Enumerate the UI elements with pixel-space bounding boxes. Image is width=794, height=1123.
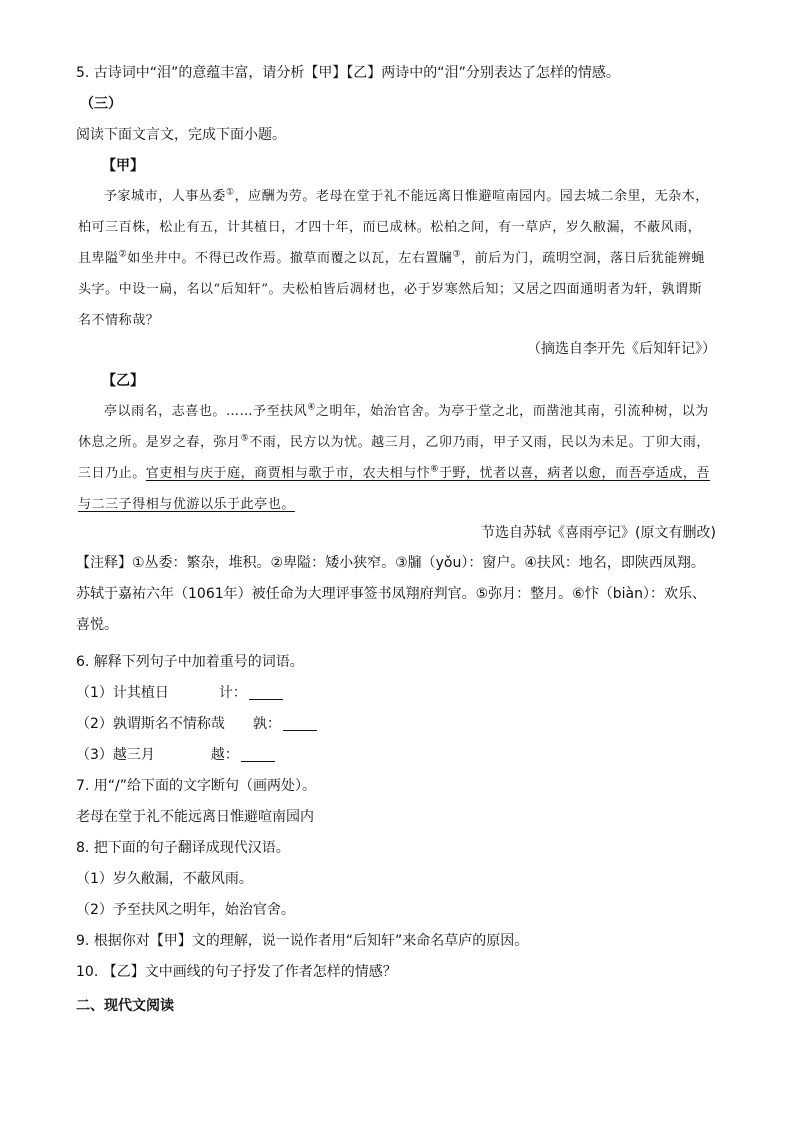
q6-item-2 <box>76 714 716 734</box>
passage-yi-label: 【乙】 <box>102 373 144 389</box>
q6-sentence: （1）计其植日 <box>76 685 169 701</box>
annotations-label: 【注释】 <box>76 555 132 571</box>
note-marker: ⑤ <box>240 433 250 444</box>
note-marker: ⑥ <box>430 464 439 475</box>
question-9: 9. 根据你对【甲】文的理解，说一说作者用“后知轩”来命名草庐的原因。 <box>76 933 529 949</box>
passage-jia-part: 予家城市，人事丛委 <box>104 189 226 204</box>
passage-jia-part: ，应酬为劳。老母在堂于礼不能远离日惟避喧南园内。园去城二余里，无杂木，柏可三百株，松止有五，计其植日，才四十年，而已成林。松柏之间，有一草庐，岁久敝漏，不蔽风雨，且卑隘 <box>78 189 709 266</box>
underlined-part: 于野，忧者以喜，病者以愈，而吾亭适成，吾与二三子得相与优游以乐于此亭也。 <box>78 466 710 512</box>
passage-yi-part: 亭以雨名，志喜也。……予至扶风 <box>104 404 308 419</box>
passage-yi-text <box>76 396 716 520</box>
passage-yi-source: 节选自苏轼《喜雨亭记》(原文有删改) <box>481 525 716 541</box>
passage-jia-source: （摘选自李开先《后知轩记》） <box>527 341 716 357</box>
passage-yi-part: 不雨，民方以为忧。越三月，乙卯乃雨，甲子又雨，民以为未足。丁卯大雨，三日乃止。 <box>78 435 710 481</box>
question-8: 8. 把下面的句子翻译成现代汉语。 <box>76 840 290 856</box>
annotations <box>76 548 716 641</box>
note-marker: ③ <box>452 249 462 260</box>
answer-blank[interactable] <box>283 716 317 731</box>
passage-yi-part: 之明年，始治官舍。为亭于堂之北，而凿池其南，引流种树，以为休息之所。是岁之春，弥月 <box>78 404 709 450</box>
question-10: 10. 【乙】文中画线的句子抒发了作者怎样的情感？ <box>76 964 397 980</box>
q8-item-1: （1）岁久敝漏，不蔽风雨。 <box>76 871 253 887</box>
q6-word: 孰： <box>252 716 281 732</box>
passage-jia-label: 【甲】 <box>102 158 144 174</box>
q6-sentence: （3）越三月 <box>76 747 155 763</box>
q7-text: 老母在堂于礼不能远离日惟避喧南园内 <box>76 809 314 825</box>
q6-sentence: （2）孰谓斯名不情称哉 <box>76 716 225 732</box>
note-marker: ② <box>118 249 128 260</box>
q6-item-3 <box>76 745 716 765</box>
q8-item-2: （2）予至扶风之明年，始治官舍。 <box>76 902 295 918</box>
passage-jia-text <box>76 181 716 336</box>
note-marker: ④ <box>307 402 316 413</box>
q6-item-1 <box>76 683 716 703</box>
question-7: 7. 用“/”给下面的文字断句（画两处）。 <box>76 778 317 794</box>
question-6: 6. 解释下列句子中加着重号的词语。 <box>76 654 304 670</box>
q6-word: 计： <box>218 685 247 701</box>
answer-blank[interactable] <box>249 685 283 700</box>
passage-jia-part: 如坐井中。不得已改作焉。撤草而覆之以瓦，左右置牖 <box>127 251 453 266</box>
question-5: 5. 古诗词中“泪”的意蕴丰富，请分析【甲】【乙】两诗中的“泪”分别表达了怎样的情感。 <box>76 65 620 81</box>
q6-word: 越： <box>210 747 239 763</box>
answer-blank[interactable] <box>241 747 275 762</box>
annotations-text: ①丛委：繁杂，堆积。②卑隘：矮小狭窄。③牖（yǒu）：窗户。④扶风：地名，即陕西凤翔。苏轼于嘉祐六年（1061年）被任命为大理评事签书凤翔府判官。⑤弥月：整月。⑥忭（biàn）：欢乐、喜悦。 <box>76 555 706 633</box>
section-3-title: （三） <box>80 96 122 112</box>
passage-jia-part: ，前后为门，疏明空洞，落日后犹能辨蝇头字。中设一扁，名以“后知轩”。夫松柏皆后凋材也，必于岁寒然后知；又居之四面通明者为轩，孰谓斯名不情称哉？ <box>78 251 706 328</box>
reading-instruction: 阅读下面文言文，完成下面小题。 <box>76 127 286 143</box>
underlined-sentence <box>78 466 710 512</box>
note-marker: ① <box>225 187 235 198</box>
section-modern-reading: 二、现代文阅读 <box>76 998 174 1014</box>
underlined-part: 官吏相与庆于庭，商贾相与歌于市，农夫相与忭 <box>145 466 431 481</box>
